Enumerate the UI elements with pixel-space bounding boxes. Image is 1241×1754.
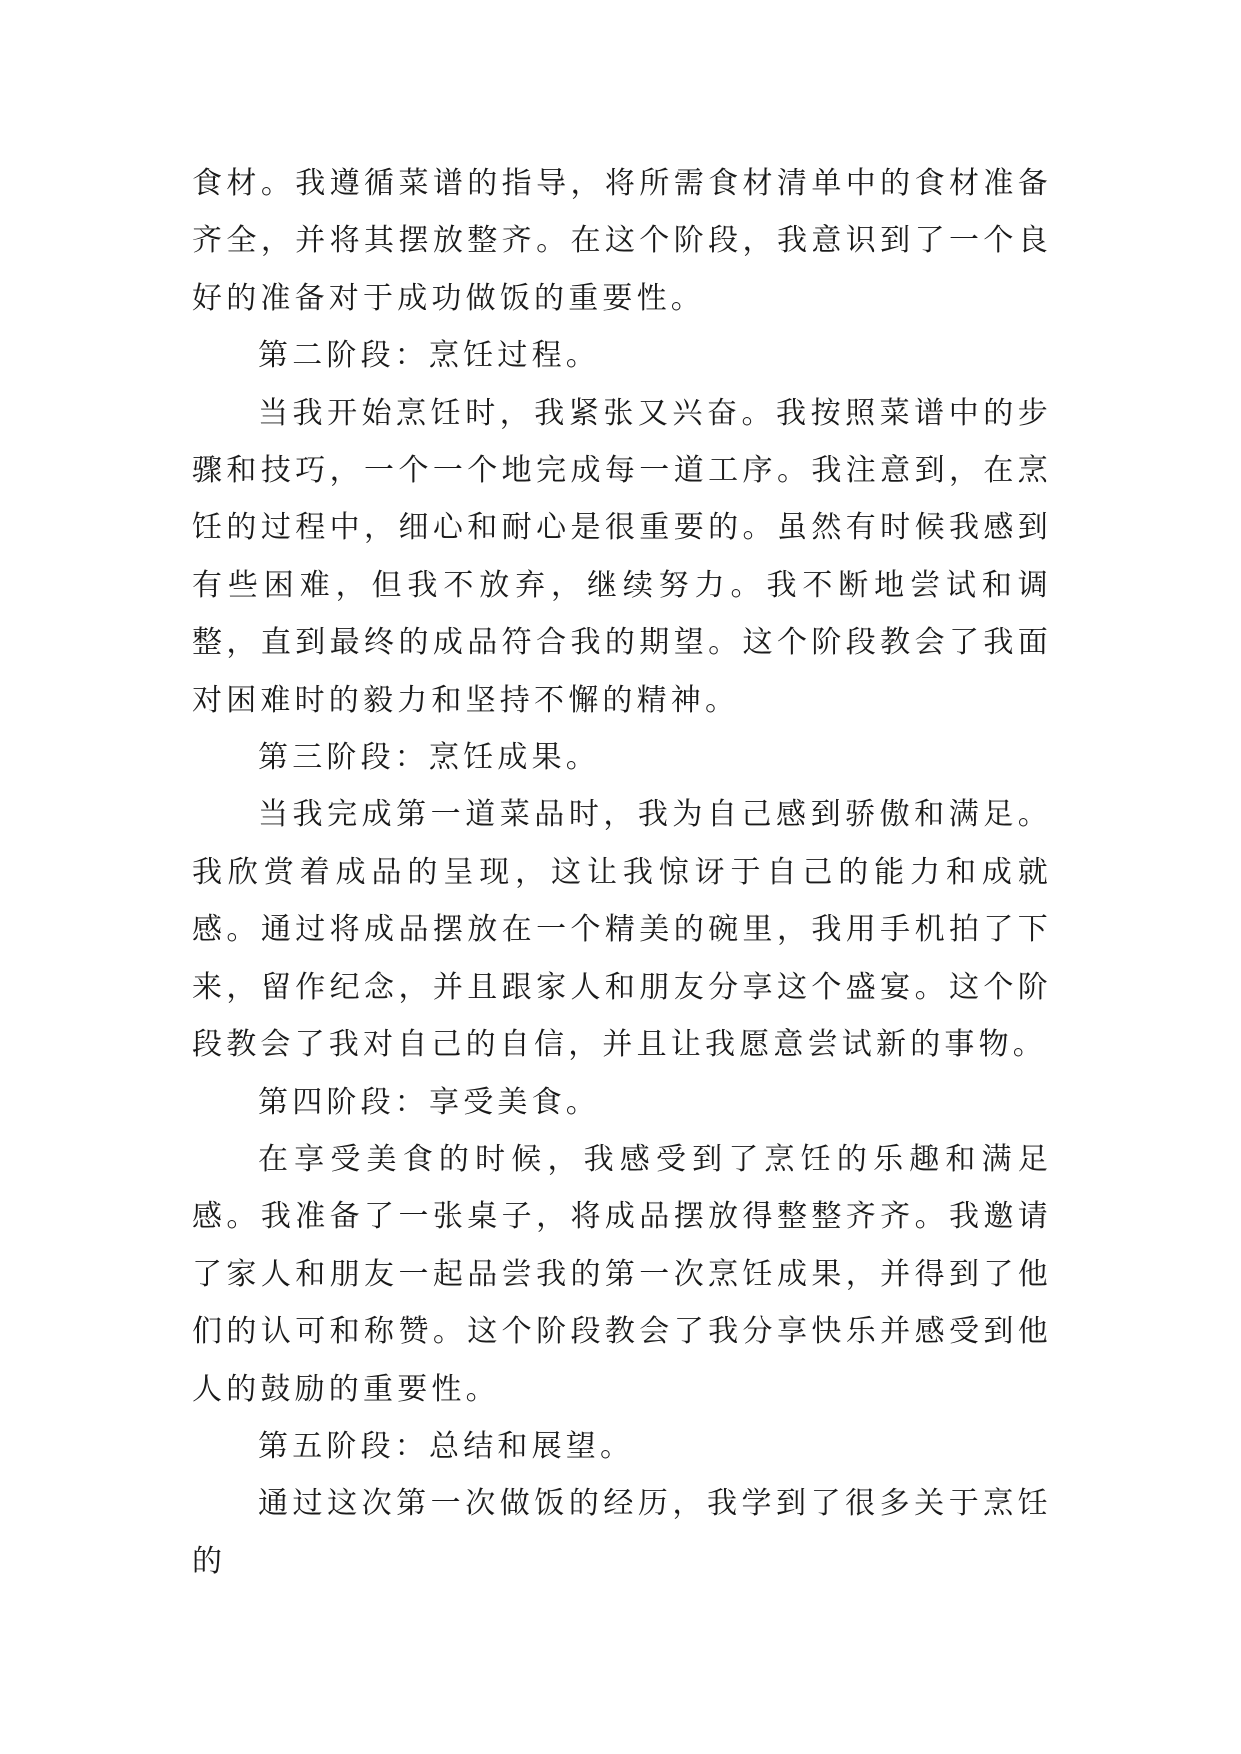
paragraph-cooking-process: 当我开始烹饪时，我紧张又兴奋。我按照菜谱中的步骤和技巧，一个一个地完成每一道工序。我注意到，在烹饪的过程中，细心和耐心是很重要的。虽然有时候我感到有些困难，但我不放弃，继续努力。我不断地尝试和调整，直到最终的成品符合我的期望。这个阶段教会了我面对困难时的毅力和坚持不懈的精神。 [192,395,1052,718]
section-heading-cooking-results: 第三阶段：烹饪成果。 [258,740,600,776]
paragraph-summary: 通过这次第一次做饭的经历，我学到了很多关于烹饪的 [192,1486,1052,1579]
section-heading-cooking-process: 第二阶段：烹饪过程。 [258,338,600,374]
paragraph-enjoy-food: 在享受美食的时候，我感受到了烹饪的乐趣和满足感。我准备了一张桌子，将成品摆放得整整齐齐。我邀请了家人和朋友一起品尝我的第一次烹饪成果，并得到了他们的认可和称赞。这个阶段教会了我分享快乐并感受到他人的鼓励的重要性。 [192,1141,1052,1407]
section-heading-enjoy-food: 第四阶段：享受美食。 [258,1084,600,1120]
section-heading-summary: 第五阶段：总结和展望。 [258,1428,635,1464]
paragraph-ingredients-prep: 食材。我遵循菜谱的指导，将所需食材清单中的食材准备齐全，并将其摆放整齐。在这个阶段，我意识到了一个良好的准备对于成功做饭的重要性。 [192,166,1052,316]
paragraph-cooking-results: 当我完成第一道菜品时，我为自己感到骄傲和满足。我欣赏着成品的呈现，这让我惊讶于自己的能力和成就感。通过将成品摆放在一个精美的碗里，我用手机拍了下来，留作纪念，并且跟家人和朋友分享这个盛宴。这个阶段教会了我对自己的自信，并且让我愿意尝试新的事物。 [192,797,1052,1063]
document-body [192,155,1052,1590]
